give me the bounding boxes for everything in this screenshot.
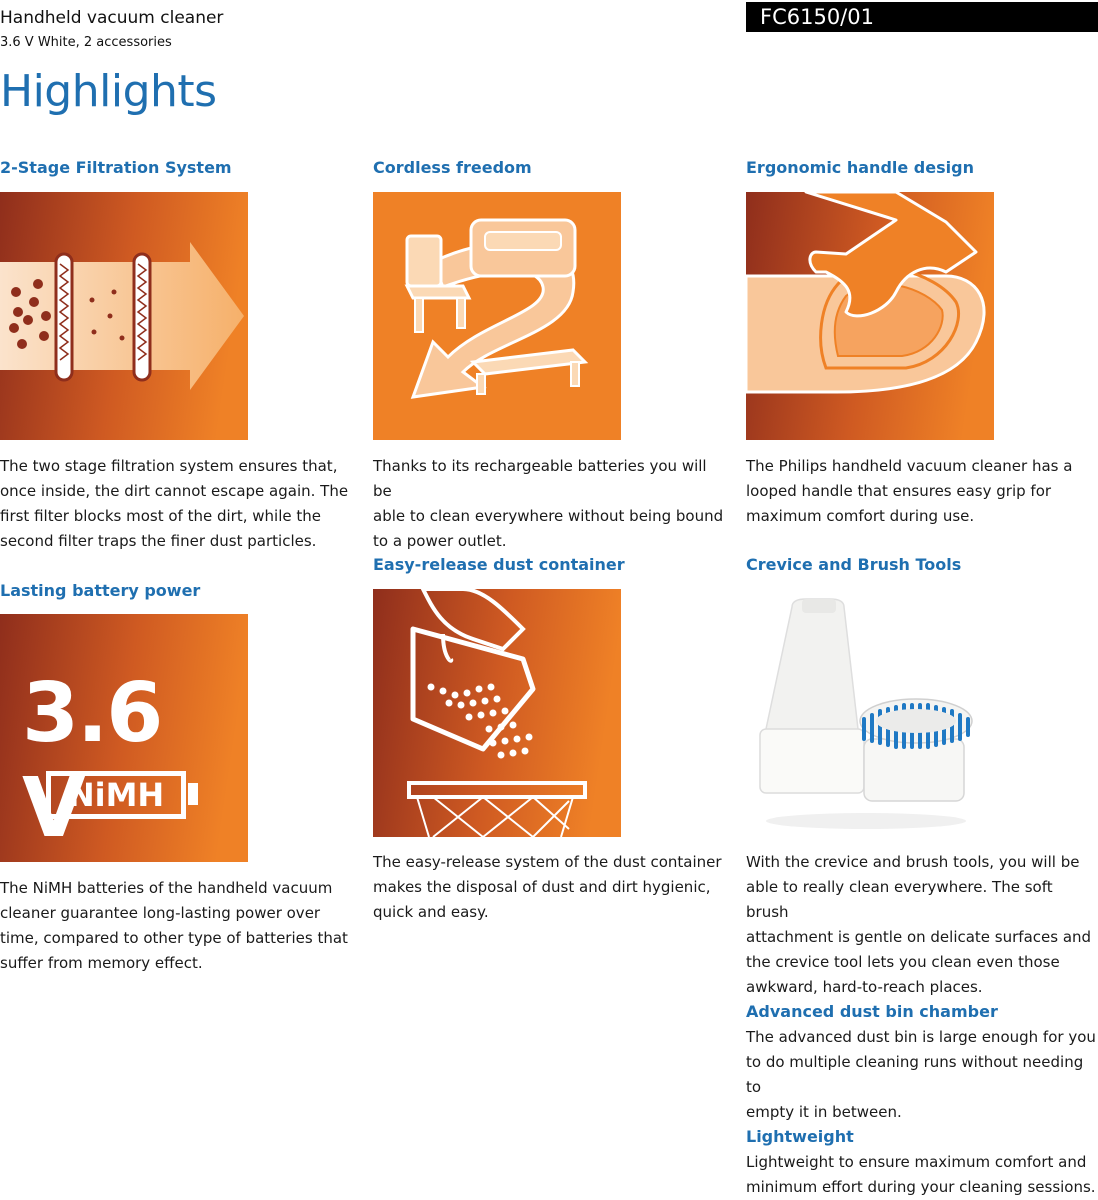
desc-line: The two stage filtration system ensures that, — [0, 457, 338, 475]
hand-grip-icon — [746, 192, 994, 440]
desc-line: The advanced dust bin is large enough for you — [746, 1028, 1096, 1046]
desc-line: to do multiple cleaning runs without needing to — [746, 1053, 1084, 1096]
heading-lightweight: Lightweight — [746, 1127, 854, 1146]
description-dust-bin — [746, 1025, 1098, 1125]
desc-line: able to clean everywhere without being bound — [373, 507, 724, 525]
description-battery — [0, 876, 352, 976]
heading-dust-container: Easy-release dust container — [373, 555, 625, 574]
battery-image — [0, 614, 248, 862]
voltage-label: 3.6 V — [22, 666, 162, 856]
heading-filtration: 2-Stage Filtration System — [0, 158, 232, 177]
heading-cordless: Cordless freedom — [373, 158, 532, 177]
desc-line: minimum effort during your cleaning sessions. — [746, 1178, 1096, 1196]
description-ergonomic — [746, 454, 1098, 529]
desc-line: the crevice tool lets you clean even those — [746, 953, 1060, 971]
dust-pour-icon — [373, 589, 621, 837]
desc-line: second filter traps the finer dust particles. — [0, 532, 317, 550]
battery-type-label: NiMH — [67, 776, 165, 814]
desc-line: to a power outlet. — [373, 532, 507, 550]
desc-line: suffer from memory effect. — [0, 954, 203, 972]
heading-dust-bin: Advanced dust bin chamber — [746, 1002, 998, 1021]
description-lightweight — [746, 1150, 1098, 1200]
desc-line: Thanks to its rechargeable batteries you will be — [373, 457, 707, 500]
desc-line: The easy-release system of the dust container — [373, 853, 722, 871]
description-cordless — [373, 454, 725, 554]
desc-line: With the crevice and brush tools, you will be — [746, 853, 1080, 871]
desc-line: cleaner guarantee long-lasting power over — [0, 904, 321, 922]
desc-line: attachment is gentle on delicate surfaces and — [746, 928, 1092, 946]
battery-icon — [46, 771, 186, 819]
desc-line: empty it in between. — [746, 1103, 902, 1121]
desc-line: The Philips handheld vacuum cleaner has a — [746, 457, 1073, 475]
crevice-brush-tools-photo — [746, 589, 994, 837]
product-title: Handheld vacuum cleaner — [0, 8, 224, 28]
desc-line: quick and easy. — [373, 903, 489, 921]
desc-line: time, compared to other type of batteries that — [0, 929, 348, 947]
heading-tools: Crevice and Brush Tools — [746, 555, 962, 574]
desc-line: able to really clean everywhere. The soft brush — [746, 878, 1053, 921]
desc-line: Lightweight to ensure maximum comfort and — [746, 1153, 1087, 1171]
filtration-arrow-icon — [0, 192, 248, 440]
furniture-loop-icon — [373, 192, 621, 440]
battery-tip — [188, 783, 198, 805]
desc-line: looped handle that ensures easy grip for — [746, 482, 1052, 500]
description-filtration — [0, 454, 352, 554]
product-subtitle: 3.6 V White, 2 accessories — [0, 35, 172, 50]
heading-ergonomic: Ergonomic handle design — [746, 158, 974, 177]
desc-line: once inside, the dirt cannot escape again. The — [0, 482, 349, 500]
heading-battery: Lasting battery power — [0, 581, 201, 600]
description-dust-container — [373, 850, 725, 925]
desc-line: makes the disposal of dust and dirt hygienic, — [373, 878, 711, 896]
desc-line: The NiMH batteries of the handheld vacuum — [0, 879, 333, 897]
desc-line: first filter blocks most of the dirt, while the — [0, 507, 321, 525]
desc-line: awkward, hard-to-reach places. — [746, 978, 983, 996]
page-title: Highlights — [0, 66, 217, 117]
desc-line: maximum comfort during use. — [746, 507, 975, 525]
model-number: FC6150/01 — [746, 2, 1098, 32]
description-tools — [746, 850, 1098, 1000]
